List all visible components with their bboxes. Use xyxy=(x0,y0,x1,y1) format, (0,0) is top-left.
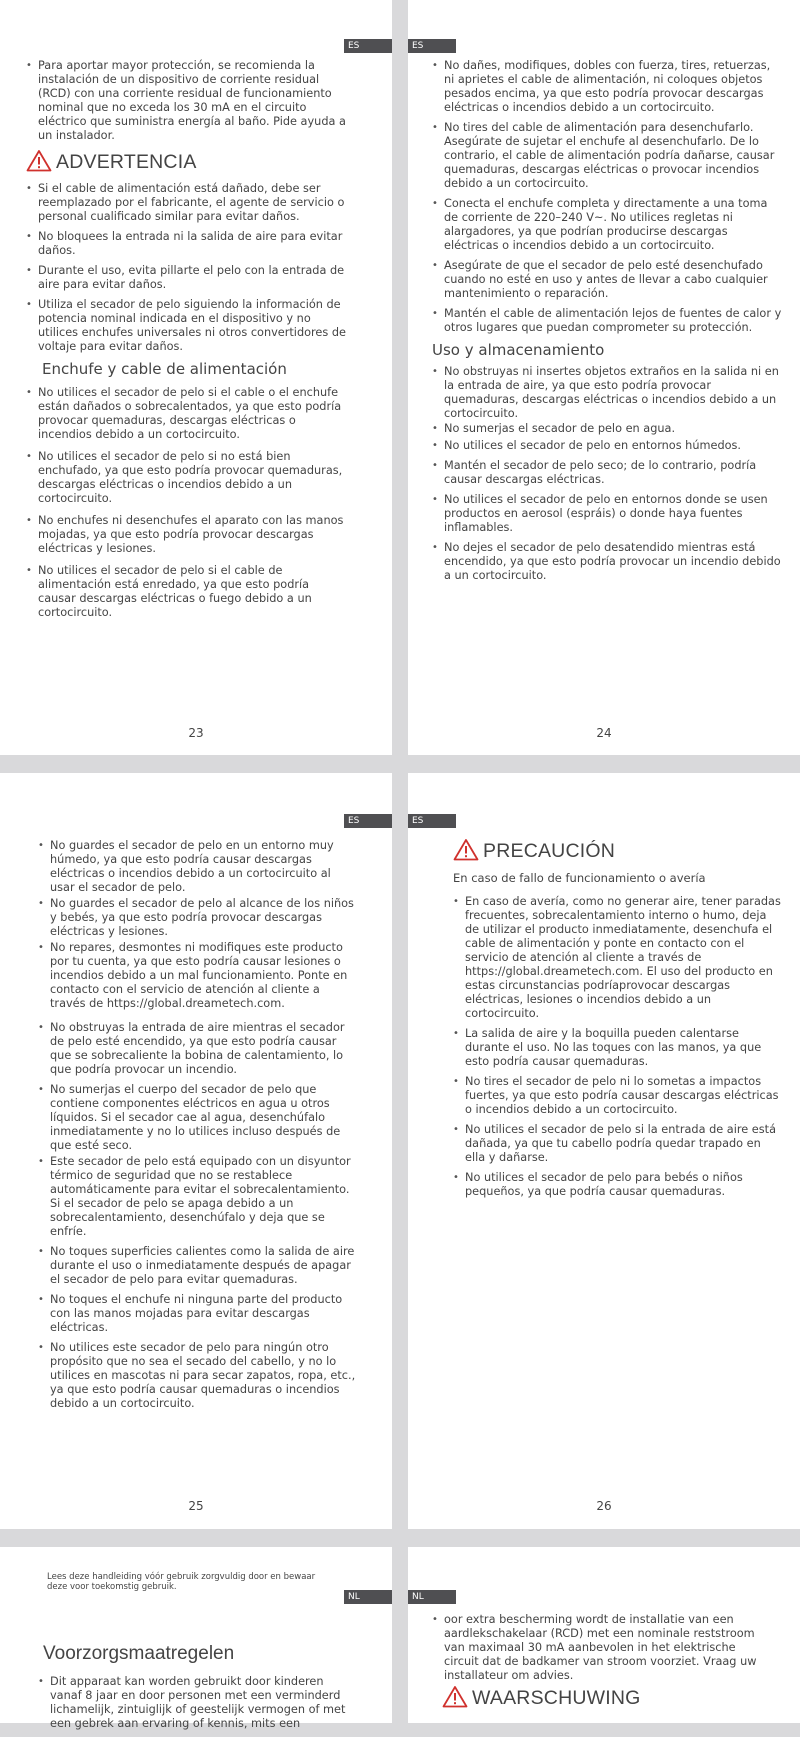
warning-triangle-icon xyxy=(442,1685,468,1712)
list-item: • No utilices este secador de pelo para ningún otro propósito que no sea el secado del cabello, y no lo utilices en mascotas ni para secar zapatos, ropa, etc., ya que esto podría causar quemaduras o incendios debido a un cortocircuito. xyxy=(38,1341,356,1411)
list-item: • No guardes el secador de pelo en un entorno muy húmedo, ya que esto podría causar descargas eléctricas o incendios debido a un cortocircuito al usar el secador de pelo. xyxy=(38,839,356,895)
list-item: • No sumerjas el secador de pelo en agua. xyxy=(432,422,784,436)
page-28-content xyxy=(432,1613,762,1718)
list-item: • No obstruyas la entrada de aire mientras el secador de pelo esté encendido, ya que esto podría causar que se sobrecaliente la bobina de calentamiento, lo que podría provocar un incendio. xyxy=(38,1021,356,1077)
page-24-content xyxy=(432,59,784,589)
list-item: • Este secador de pelo está equipado con un disyuntor térmico de seguridad que no se restablece automáticamente para evitar el sobrecalentamiento. Si el secador de pelo se apaga debido a un sobrecalentamiento, desenchúfalo y deja que se enfríe. xyxy=(38,1155,356,1239)
list-item: • No enchufes ni desenchufes el aparato con las manos mojadas, ya que esto podría provocar descargas eléctricas y lesiones. xyxy=(26,514,346,556)
precautions-list xyxy=(38,1675,358,1731)
page-26 xyxy=(408,773,800,1529)
storage-list xyxy=(38,839,356,1411)
list-item: • No utilices el secador de pelo si no está bien enchufado, ya que esto podría provocar quemaduras, descargas eléctricas o incendios debido a un cortocircuito. xyxy=(26,450,346,506)
page-27-content xyxy=(38,1675,358,1737)
malfunction-lead: En caso de fallo de funcionamiento o avería xyxy=(453,871,706,885)
page-27 xyxy=(0,1547,392,1730)
caution-list xyxy=(453,895,783,1199)
rcd-list xyxy=(432,1613,762,1683)
list-item: • No utilices el secador de pelo si el cable o el enchufe están dañados o sobrecalentados, ya que esto podría provocar quemaduras, descargas eléctricas o incendios debido a un cortocircuito. xyxy=(26,386,346,442)
list-item: • No tires del cable de alimentación para desenchufarlo. Asegúrate de sujetar el enchufe al desenchufarlo. De lo contrario, el cable de alimentación podría dañarse, causar quemaduras, descargas eléctricas o provocar incendios debido a un cortocircuito. xyxy=(432,121,784,191)
list-item: • No toques el enchufe ni ninguna parte del producto con las manos mojadas para evitar descargas eléctricas. xyxy=(38,1293,356,1335)
intro-list xyxy=(26,59,346,143)
list-item: • No dejes el secador de pelo desatendido mientras está encendido, ya que esto podría provocar un incendio debido a un cortocircuito. xyxy=(432,541,784,583)
list-item: • No utilices el secador de pelo en entornos donde se usen productos en aerosol (espráis) o donde haya fuentes inflamables. xyxy=(432,493,784,535)
language-tab: NL xyxy=(408,1590,456,1604)
list-item: • No toques superficies calientes como la salida de aire durante el uso o inmediatamente después de apagar el secador de pelo para evitar quemaduras. xyxy=(38,1245,356,1287)
caution-title: PRECAUCIÓN xyxy=(483,840,616,862)
list-item: • No utilices el secador de pelo para bebés o niños pequeños, ya que podría causar quemaduras. xyxy=(453,1171,783,1199)
list-item: • No obstruyas ni insertes objetos extraños en la salida ni en la entrada de aire, ya que esto podría provocar quemaduras, descargas eléctricas o incendios debido a un cortocircuito. xyxy=(432,365,784,421)
section-title: Enchufe y cable de alimentación xyxy=(42,360,287,378)
page-23 xyxy=(0,0,392,755)
language-tab: ES xyxy=(408,814,456,828)
list-item: • Mantén el cable de alimentación lejos de fuentes de calor y otros lugares que puedan comprometer su protección. xyxy=(432,307,784,335)
list-item: • No sumerjas el cuerpo del secador de pelo que contiene componentes eléctricos en agua u otros líquidos. Si el secador cae al agua, desenchúfalo inmediatamente y no lo utilices incluso después de que esté seco. xyxy=(38,1083,356,1153)
section-title: Voorzorgsmaatregelen xyxy=(43,1643,235,1664)
list-item: • No dañes, modifiques, dobles con fuerza, tires, retuerzas, ni aprietes el cable de alimentación, ni coloques objetos pesados encima, ya que esto podría provocar descargas eléctricas o incendios debido a un cortocircuito. xyxy=(432,59,784,115)
warning-title: WAARSCHUWING xyxy=(472,1687,641,1709)
list-item: • Asegúrate de que el secador de pelo esté desenchufado cuando no esté en uso y antes de llevar a cabo cualquier mantenimiento o reparación. xyxy=(432,259,784,301)
list-item: • En caso de avería, como no generar aire, tener paradas frecuentes, sobrecalentamiento interno o humo, deja de utilizar el producto inmediatamente, desenchufa el cable de alimentación y ponte en contacto con el servicio de atención al cliente a través de https://global.dreametech.com. El uso del producto en estas circunstancias podríaprovocar descargas eléctricas, lesiones o incendios debido a un cortocircuito. xyxy=(453,895,783,1021)
page-25-content xyxy=(38,839,356,1417)
list-item: • Si el cable de alimentación está dañado, debe ser reemplazado por el fabricante, el agente de servicio o personal cualificado similar para evitar daños. xyxy=(26,182,346,224)
language-tab: ES xyxy=(344,814,392,828)
list-item: • No tires el secador de pelo ni lo sometas a impactos fuertes, ya que esto podría causar descargas eléctricas o incendios debido a un cortocircuito. xyxy=(453,1075,783,1117)
list-item: • No utilices el secador de pelo si la entrada de aire está dañada, ya que tu cabello podría quedar trapado en ella y dañarse. xyxy=(453,1123,783,1165)
section-list xyxy=(26,386,346,620)
list-item: • Mantén el secador de pelo seco; de lo contrario, podría causar descargas eléctricas. xyxy=(432,459,784,487)
language-tab: ES xyxy=(344,39,392,53)
page-23-content xyxy=(26,59,346,626)
page-26-content xyxy=(453,836,783,1205)
caution-heading xyxy=(453,838,783,865)
language-tab: NL xyxy=(344,1590,392,1604)
list-item: • No utilices el secador de pelo en entornos húmedos. xyxy=(432,439,784,453)
page-25 xyxy=(0,773,392,1529)
usage-list xyxy=(432,365,784,583)
section-title: Uso y almacenamiento xyxy=(432,341,605,359)
warning-list xyxy=(26,182,346,354)
list-item: • Para aportar mayor protección, se recomienda la instalación de un dispositivo de corriente residual (RCD) con una corriente residual de funcionamiento nominal que no exceda los 30 mA en el circuito eléctrico que suministra energía al baño. Pide ayuda a un instalador. xyxy=(26,59,346,143)
page-28 xyxy=(408,1547,800,1723)
list-item: • No repares, desmontes ni modifiques este producto por tu cuenta, ya que esto podría causar lesiones o incendios debido a un mal funcionamiento. Ponte en contacto con el servicio de atención al cliente a través de https://global.dreametech.com. xyxy=(38,941,356,1011)
page-number: 23 xyxy=(188,726,204,740)
list-item: • No utilices el secador de pelo si el cable de alimentación está enredado, ya que esto podría causar descargas eléctricas o fuego debido a un cortocircuito. xyxy=(26,564,346,620)
page-number: 26 xyxy=(596,1499,612,1513)
warning-heading xyxy=(26,149,346,176)
cable-list xyxy=(432,59,784,335)
page-number: 25 xyxy=(188,1499,204,1513)
warning-triangle-icon xyxy=(26,149,52,176)
list-item: • Dit apparaat kan worden gebruikt door kinderen vanaf 8 jaar en door personen met een verminderd lichamelijk, zintuiglijk of geestelijk vermogen of met een gebrek aan ervaring of kennis, mits een xyxy=(38,1675,358,1731)
list-item: • No guardes el secador de pelo al alcance de los niños y bebés, ya que esto podría provocar descargas eléctricas y lesiones. xyxy=(38,897,356,939)
list-item: • No bloquees la entrada ni la salida de aire para evitar daños. xyxy=(26,230,346,258)
list-item: • Conecta el enchufe completa y directamente a una toma de corriente de 220–240 V~. No utilices regletas ni alargadores, ya que podrían producirse descargas eléctricas o incendios debido a un cortocircuito. xyxy=(432,197,784,253)
list-item: • Utiliza el secador de pelo siguiendo la información de potencia nominal indicada en el dispositivo y no utilices enchufes universales ni otros convertidores de voltaje para evitar daños. xyxy=(26,298,346,354)
read-manual-note: Lees deze handleiding vóór gebruik zorgvuldig door en bewaar deze voor toekomstig gebruik. xyxy=(47,1572,316,1592)
list-item: • oor extra bescherming wordt de installatie van een aardlekschakelaar (RCD) met een nominale reststroom van maximaal 30 mA aanbevolen in het elektrische circuit dat de badkamer van stroom voorziet. Vraag uw installateur om advies. xyxy=(432,1613,762,1683)
warning-heading xyxy=(432,1685,762,1712)
list-item: • La salida de aire y la boquilla pueden calentarse durante el uso. No las toques con las manos, ya que esto podría causar quemaduras. xyxy=(453,1027,783,1069)
page-24 xyxy=(408,0,800,755)
warning-title: ADVERTENCIA xyxy=(56,151,197,173)
warning-triangle-icon xyxy=(453,838,479,865)
page-number: 24 xyxy=(596,726,612,740)
list-item: • Durante el uso, evita pillarte el pelo con la entrada de aire para evitar daños. xyxy=(26,264,346,292)
language-tab: ES xyxy=(408,39,456,53)
